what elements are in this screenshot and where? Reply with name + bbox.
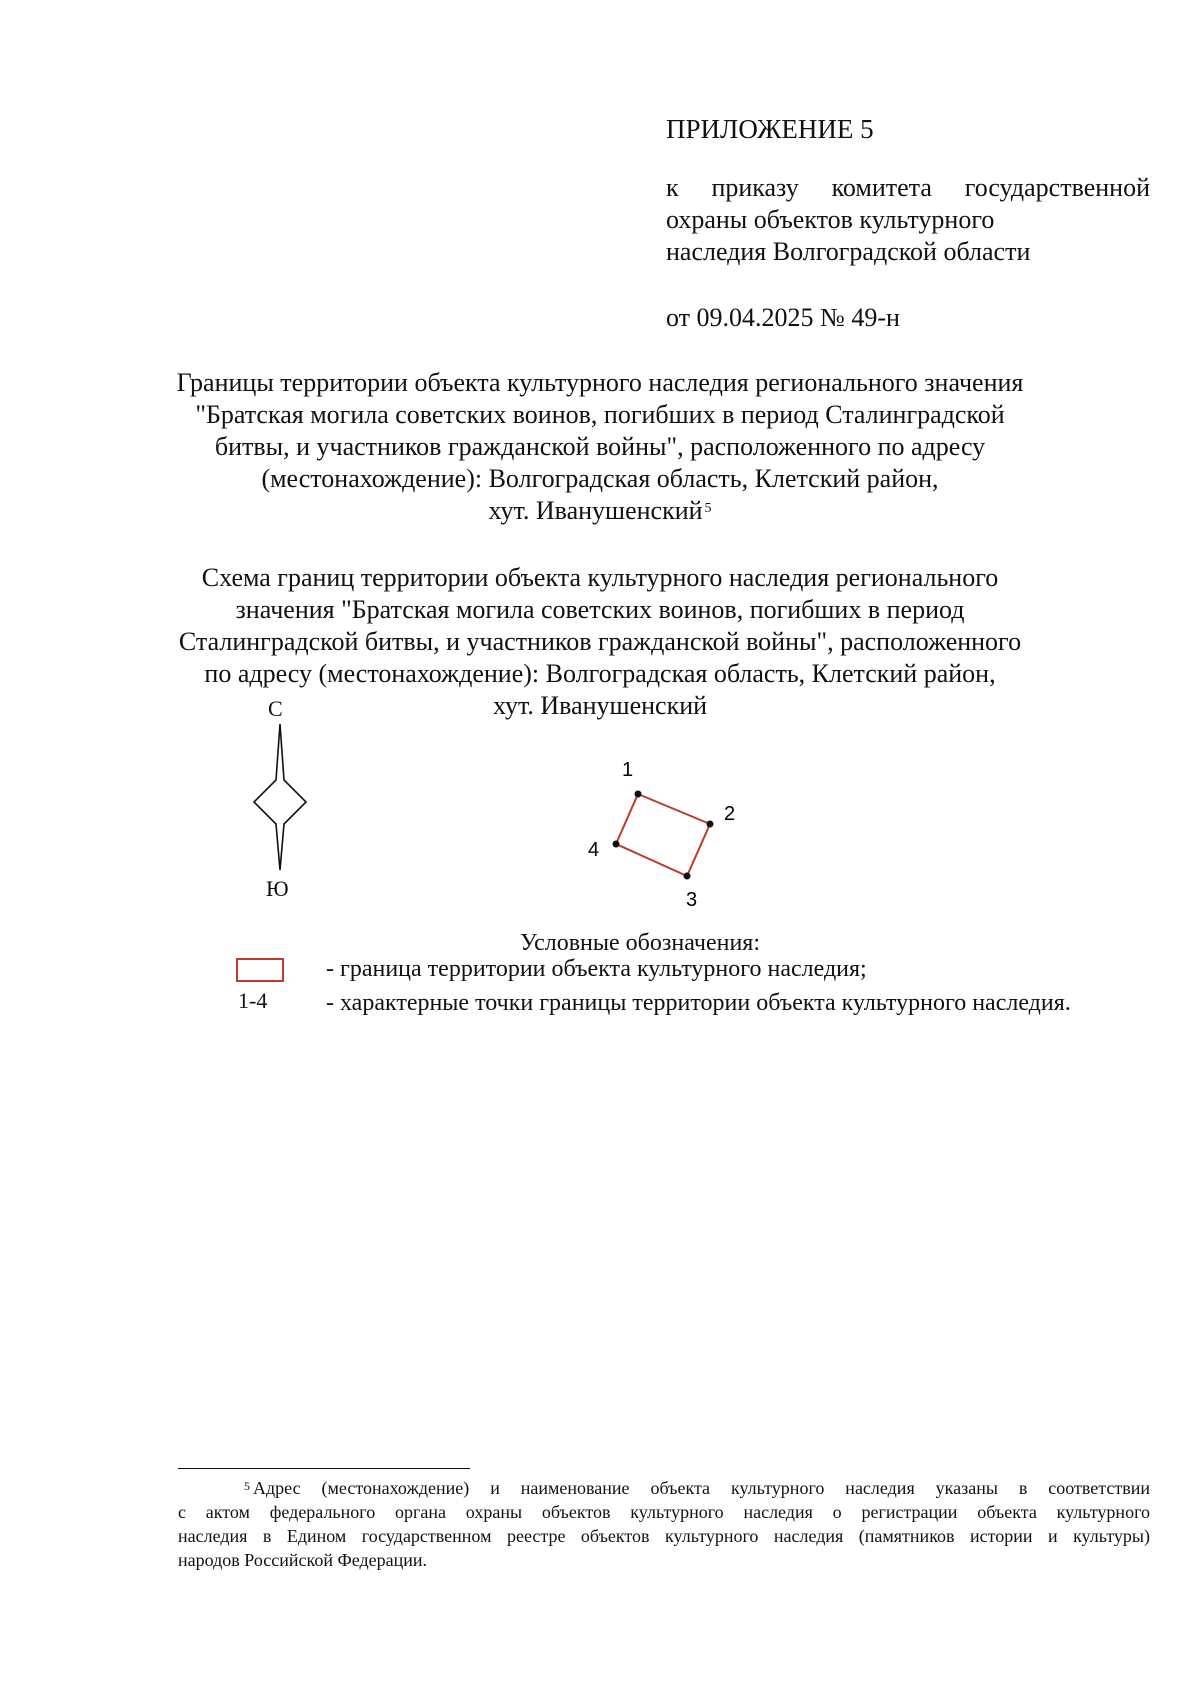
footnote-line-first bbox=[178, 1476, 1150, 1500]
boundary-point-4[interactable] bbox=[613, 841, 620, 848]
scheme-line: хут. Иванушенский bbox=[492, 691, 708, 720]
footnote-mark: 5 bbox=[244, 1479, 250, 1493]
point-label-4: 4 bbox=[588, 839, 600, 861]
heading-line: Границы территории объекта культурного наследия регионального значения bbox=[176, 368, 1024, 397]
footnote-separator bbox=[178, 1468, 470, 1469]
footnote bbox=[178, 1476, 1150, 1572]
boundary-point-2[interactable] bbox=[707, 821, 714, 828]
heading-line-last bbox=[100, 495, 1100, 527]
legend-points-key: 1-4 bbox=[238, 988, 268, 1013]
point-label-1: 1 bbox=[622, 759, 634, 781]
point-label-3: 3 bbox=[686, 889, 698, 911]
legend-title: Условные обозначения: bbox=[519, 930, 761, 956]
footnote-reference[interactable]: 5 bbox=[704, 501, 712, 516]
compass-south-label: Ю bbox=[266, 876, 289, 901]
boundaries-heading bbox=[100, 367, 1100, 527]
order-date: от 09.04.2025 № 49-н bbox=[666, 303, 900, 332]
footnote-line-text: Адрес (местонахождение) и наименование объекта культурного наследия указаны в соответствии bbox=[253, 1478, 1150, 1498]
boundary-point-1[interactable] bbox=[635, 791, 642, 798]
order-ref-line: охраны объектов культурного bbox=[666, 205, 995, 234]
scheme-line: Сталинградской битвы, и участников гражданской войны", расположенного bbox=[178, 627, 1022, 656]
scheme-line: значения "Братская могила советских воинов, погибших в период bbox=[235, 595, 965, 624]
heading-line: битвы, и участников гражданской войны", расположенного по адресу bbox=[214, 432, 986, 461]
boundary-point-3[interactable] bbox=[684, 873, 691, 880]
legend-boundary-swatch bbox=[236, 958, 284, 982]
heading-line-text: хут. Иванушенский bbox=[488, 496, 703, 525]
legend-item-points: - характерные точки границы территории объекта культурного наследия. bbox=[326, 990, 1071, 1016]
scheme-title bbox=[100, 562, 1100, 722]
boundary-polygon bbox=[616, 794, 710, 876]
legend-item-boundary: - граница территории объекта культурного наследия; bbox=[326, 956, 867, 982]
compass-arrow-icon bbox=[250, 722, 310, 872]
heading-line: "Братская могила советских воинов, погибших в период Сталинградской bbox=[195, 400, 1005, 429]
footnote-line: народов Российской Федерации. bbox=[178, 1550, 427, 1570]
annex-title: ПРИЛОЖЕНИЕ 5 bbox=[666, 114, 874, 144]
boundary-plot bbox=[570, 752, 750, 922]
order-reference bbox=[666, 172, 1150, 268]
footnote-line: с актом федерального органа охраны объектов культурного наследия о регистрации объекта культурного bbox=[178, 1502, 1150, 1522]
footnote-line: наследия в Едином государственном реестре объектов культурного наследия (памятников истории и культуры) bbox=[178, 1526, 1150, 1546]
point-label-2: 2 bbox=[724, 803, 736, 825]
scheme-line: Схема границ территории объекта культурного наследия регионального bbox=[201, 563, 999, 592]
order-ref-line: к приказу комитета государственной bbox=[666, 173, 1150, 202]
compass-north-label: С bbox=[268, 696, 283, 721]
heading-line: (местонахождение): Волгоградская область, Клетский район, bbox=[261, 464, 939, 493]
order-ref-line: наследия Волгоградской области bbox=[666, 237, 1031, 266]
scheme-line: по адресу (местонахождение): Волгоградская область, Клетский район, bbox=[204, 659, 996, 688]
